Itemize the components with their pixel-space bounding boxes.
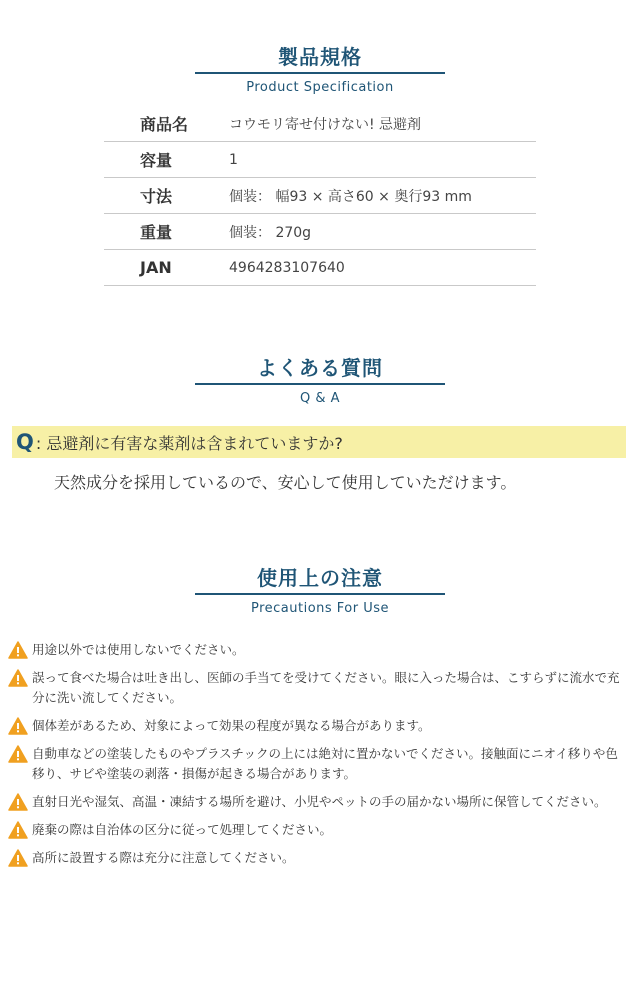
warning-icon [8, 793, 28, 811]
spec-label: 容量 [104, 142, 229, 178]
precautions-title: 使用上の注意 [257, 566, 383, 590]
precaution-text: 自動車などの塗装したものやプラスチックの上には絶対に置かないでください。接触面にニオイ移りや色移り、サビや塗装の剥落・損傷が起きる場合があります。 [32, 746, 618, 781]
precautions-subtitle: Precautions For Use [250, 601, 390, 616]
precaution-item [8, 744, 630, 784]
warning-icon [8, 717, 28, 735]
spec-label: JAN [104, 250, 229, 286]
warning-icon [8, 849, 28, 867]
qa-title: よくある質問 [257, 356, 383, 380]
precautions-list [8, 640, 630, 876]
precaution-item [8, 668, 630, 708]
precautions-section-header [0, 565, 640, 617]
precaution-item [8, 716, 630, 736]
spec-title: 製品規格 [278, 45, 362, 69]
warning-icon [8, 641, 28, 659]
spec-table [104, 106, 536, 286]
spec-subtitle: Product Specification [246, 80, 394, 95]
precaution-text: 用途以外では使用しないでください。 [32, 642, 245, 657]
spec-row [104, 250, 536, 286]
spec-label: 商品名 [104, 106, 229, 142]
precaution-text: 廃棄の際は自治体の区分に従って処理してください。 [32, 822, 333, 837]
precaution-text: 直射日光や湿気、高温・凍結する場所を避け、小児やペットの手の届かない場所に保管してください。 [32, 794, 607, 809]
qa-subtitle: Q & A [299, 391, 341, 406]
precaution-item [8, 848, 630, 868]
spec-section-header [0, 44, 640, 96]
qa-question: : 忌避剤に有害な薬剤は含まれていますか? [35, 433, 343, 453]
qa-title-rule [195, 383, 445, 385]
spec-value: 4964283107640 [229, 250, 536, 286]
warning-icon [8, 745, 28, 763]
warning-icon [8, 821, 28, 839]
precaution-item [8, 820, 630, 840]
spec-value: 1 [229, 142, 536, 178]
spec-value: コウモリ寄せ付けない! 忌避剤 [229, 106, 536, 142]
spec-row [104, 142, 536, 178]
spec-value: 個装： 270g [229, 214, 536, 250]
warning-icon [8, 669, 28, 687]
qa-section-header [0, 355, 640, 407]
spec-row [104, 106, 536, 142]
precautions-title-rule [195, 593, 445, 595]
qa-question-bar [12, 426, 626, 458]
precaution-text: 個体差があるため、対象によって効果の程度が異なる場合があります。 [32, 718, 431, 733]
precaution-item [8, 792, 630, 812]
spec-row [104, 178, 536, 214]
spec-value: 個装： 幅93 × 高さ60 × 奥行93 mm [229, 178, 536, 214]
spec-label: 重量 [104, 214, 229, 250]
precaution-text: 誤って食べた場合は吐き出し、医師の手当てを受けてください。眼に入った場合は、こすらずに流水で充分に洗い流してください。 [32, 670, 620, 705]
spec-row [104, 214, 536, 250]
spec-title-rule [195, 72, 445, 74]
spec-label: 寸法 [104, 178, 229, 214]
q-mark: Q [16, 430, 34, 454]
precaution-text: 高所に設置する際は充分に注意してください。 [32, 850, 295, 865]
qa-answer: 天然成分を採用しているので、安心して使用していただけます。 [54, 473, 517, 492]
precaution-item [8, 640, 630, 660]
